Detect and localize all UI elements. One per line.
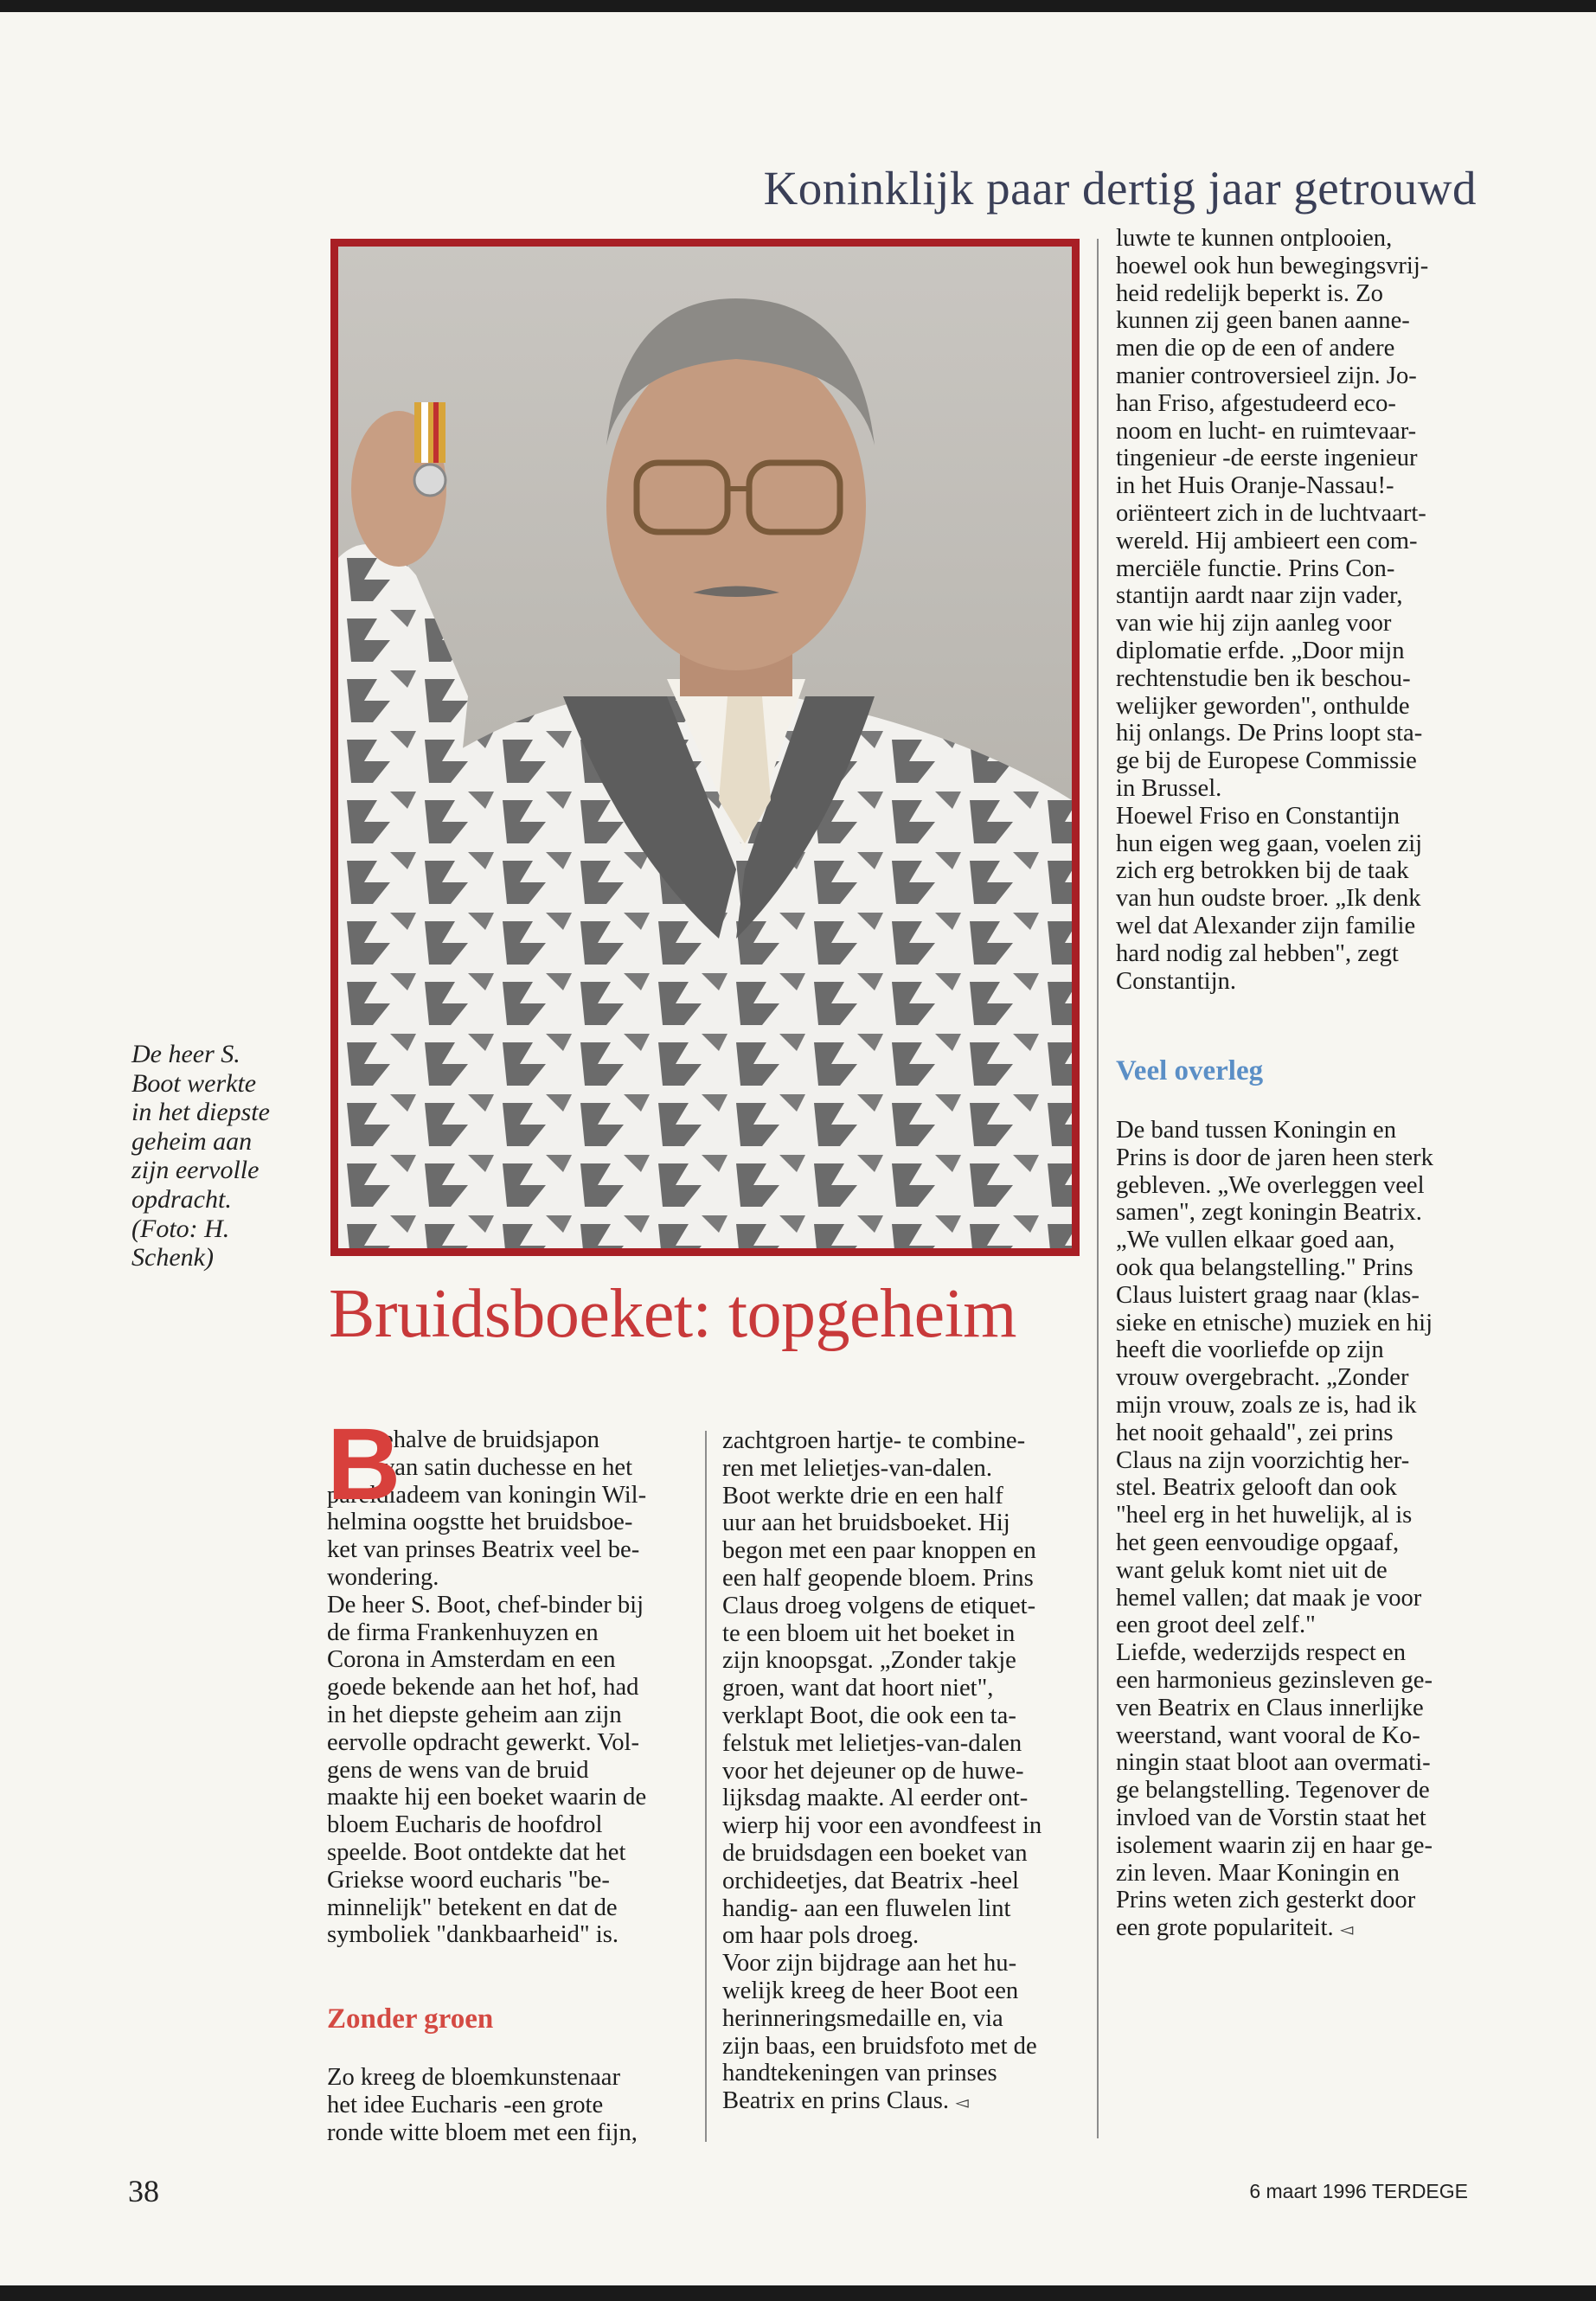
column-rule xyxy=(705,1431,707,2142)
text-line: ningin staat bloot aan overmati- xyxy=(1116,1749,1431,1777)
text-line: zachtgroen hartje- te combine- xyxy=(722,1427,1026,1454)
text-line: voor het dejeuner op de huwe- xyxy=(722,1757,1024,1785)
text-line: het geen eenvoudige opgaaf, xyxy=(1116,1529,1400,1556)
text-line: een groot deel zelf." xyxy=(1116,1612,1316,1639)
text-line: bloem Eucharis de hoofdrol xyxy=(327,1811,603,1839)
text-line: Constantijn. xyxy=(1116,967,1237,995)
text-line-last xyxy=(1116,1914,1433,1945)
text-line: helmina oogstte het bruidsboe- xyxy=(327,1509,633,1536)
caption-line: Boot werkte xyxy=(131,1068,257,1098)
text-line: hij onlangs. De Prins loopt sta- xyxy=(1116,720,1423,747)
text-line: in het Huis Oranje-Nassau!- xyxy=(1116,472,1394,500)
text-line: het nooit gehaald", zei prins xyxy=(1116,1419,1394,1446)
text-line: goede bekende aan het hof, had xyxy=(327,1674,639,1702)
text-line: wondering. xyxy=(327,1563,439,1591)
text-line: orchideetjes, dat Beatrix -heel xyxy=(722,1867,1019,1894)
text-line: oriënteert zich in de luchtvaart- xyxy=(1116,499,1426,527)
text-line: uur aan het bruidsboeket. Hij xyxy=(722,1509,1010,1537)
photo-caption xyxy=(131,1040,304,1272)
text-line: ehalve de bruidsjapon xyxy=(382,1426,599,1453)
text-line: de firma Frankenhuyzen en xyxy=(327,1618,599,1646)
text-line: zich erg betrokken bij de taak xyxy=(1116,857,1409,885)
text-line: isolement waarin zij en haar ge- xyxy=(1116,1831,1433,1859)
text-line: groen, want dat hoort niet", xyxy=(722,1675,994,1702)
text-line: maakte hij een boeket waarin de xyxy=(327,1784,647,1811)
text-line: eervolle opdracht gewerkt. Vol- xyxy=(327,1728,640,1756)
column-rule xyxy=(1097,239,1099,2138)
text-line: de bruidsdagen een boeket van xyxy=(722,1839,1028,1867)
subhead-veel-overleg: Veel overleg xyxy=(1116,1055,1264,1086)
text-line: een half geopende bloem. Prins xyxy=(722,1564,1034,1592)
text-line: invloed van de Vorstin staat het xyxy=(1116,1804,1426,1831)
text-line: want geluk komt niet uit de xyxy=(1116,1556,1388,1584)
magazine-page xyxy=(0,12,1596,2285)
text-line: handig- aan een fluwelen lint xyxy=(722,1894,1011,1922)
text-line: hard nodig zal hebben", zegt xyxy=(1116,939,1399,967)
text-line: zijn baas, een bruidsfoto met de xyxy=(722,2032,1037,2060)
text-line: mijn vrouw, zoals ze is, had ik xyxy=(1116,1391,1417,1419)
text-line-last xyxy=(722,2087,1042,2118)
caption-line: De heer S. xyxy=(131,1040,240,1068)
page-header-title: Koninklijk paar dertig jaar getrouwd xyxy=(763,162,1477,215)
text-line: noom en lucht- en ruimtevaar- xyxy=(1116,417,1417,445)
text-line: men die op de een of andere xyxy=(1116,335,1395,362)
text-line: hemel vallen; dat maak je voor xyxy=(1116,1584,1422,1612)
text-line: weerstand, want vooral de Ko- xyxy=(1116,1721,1420,1749)
text-line: stel. Beatrix gelooft dan ook xyxy=(1116,1474,1397,1502)
text-line: rechtenstudie ben ik beschou- xyxy=(1116,664,1411,692)
text-line: Corona in Amsterdam en een xyxy=(327,1646,616,1674)
text-line: ronde witte bloem met een fijn, xyxy=(327,2118,638,2146)
article-column-1-end xyxy=(327,2064,638,2146)
text-line: "heel erg in het huwelijk, al is xyxy=(1116,1502,1413,1529)
text-line: vrouw overgebracht. „Zonder xyxy=(1116,1364,1409,1392)
text-line: ren met lelietjes-van-dalen. xyxy=(722,1454,993,1482)
text-line: een harmonieus gezinsleven ge- xyxy=(1116,1666,1433,1694)
text-line: speelde. Boot ontdekte dat het xyxy=(327,1838,626,1866)
text-line: Boot werkte drie en een half xyxy=(722,1482,1003,1509)
text-line: diplomatie erfde. „Door mijn xyxy=(1116,637,1405,664)
text-line: Zo kreeg de bloemkunstenaar xyxy=(327,2064,621,2091)
text-line: heid redelijk beperkt is. Zo xyxy=(1116,279,1383,307)
text-line: van satin duchesse en het xyxy=(382,1453,633,1481)
text-line: wel dat Alexander zijn familie xyxy=(1116,912,1416,939)
end-mark-icon: ◅ xyxy=(955,2093,969,2113)
text-line: sieke en etnische) muziek en hij xyxy=(1116,1309,1433,1336)
caption-line: zijn eervolle xyxy=(131,1156,260,1185)
text-line: Claus na zijn voorzichtig her- xyxy=(1116,1446,1410,1474)
text-line: om haar pols droeg. xyxy=(722,1922,920,1950)
text-line: hun eigen weg gaan, voelen zij xyxy=(1116,830,1423,857)
caption-line: Schenk) xyxy=(131,1243,214,1272)
text-line: kunnen zij geen banen aanne- xyxy=(1116,307,1410,335)
text-line: felstuk met lelietjes-van-dalen xyxy=(722,1729,1022,1757)
text-line: pareldiadeem van koningin Wil- xyxy=(327,1481,647,1509)
text-line: Liefde, wederzijds respect en xyxy=(1116,1639,1407,1667)
text-line: gens de wens van de bruid xyxy=(327,1756,589,1784)
article-column-1-intro xyxy=(327,1407,647,1949)
text-line: lijksdag maakte. Al eerder ont- xyxy=(722,1785,1029,1812)
text-line: Claus droeg volgens de etiquet- xyxy=(722,1592,1036,1619)
text-line: tingenieur -de eerste ingenieur xyxy=(1116,445,1418,472)
text-line: heeft die voorliefde op zijn xyxy=(1116,1336,1384,1364)
text-line: stantijn aardt naar zijn vader, xyxy=(1116,582,1403,610)
text-line: ook qua belangstelling." Prins xyxy=(1116,1253,1413,1281)
photo-frame xyxy=(330,239,1080,1256)
side-column-bottom xyxy=(1116,1117,1433,1945)
text-line: Prins weten zich gesterkt door xyxy=(1116,1887,1416,1914)
text-line: manier controversieel zijn. Jo- xyxy=(1116,362,1417,389)
caption-line: opdracht. xyxy=(131,1184,232,1214)
caption-line: in het diepste xyxy=(131,1098,270,1127)
text-line: zin leven. Maar Koningin en xyxy=(1116,1859,1400,1887)
text-line: ket van prinses Beatrix veel be- xyxy=(327,1536,640,1564)
article-headline: Bruidsboeket: topgeheim xyxy=(329,1276,1017,1352)
text-line: luwte te kunnen ontplooien, xyxy=(1116,225,1393,252)
subhead-zonder-groen: Zonder groen xyxy=(327,2003,494,2035)
end-mark-icon: ◅ xyxy=(1339,1920,1354,1940)
drop-cap: B xyxy=(327,1407,401,1522)
portrait-illustration xyxy=(338,247,1072,1248)
text-line: wereld. Hij ambieert een com- xyxy=(1116,527,1418,554)
text-line: handtekeningen van prinses xyxy=(722,2060,997,2087)
text-line: zijn knoopsgat. „Zonder takje xyxy=(722,1647,1016,1675)
text-line: merciële functie. Prins Con- xyxy=(1116,554,1395,582)
text-line: begon met een paar knoppen en xyxy=(722,1537,1036,1565)
text-line: van hun oudste broer. „Ik denk xyxy=(1116,885,1421,913)
text-fragment: Beatrix en prins Claus. xyxy=(722,2087,950,2115)
page-number: 38 xyxy=(128,2174,159,2208)
text-line: herinneringsmedaille en, via xyxy=(722,2004,1003,2032)
text-line: ge belangstelling. Tegenover de xyxy=(1116,1777,1430,1804)
text-line: De band tussen Koningin en xyxy=(1116,1117,1397,1144)
text-line: in het diepste geheim aan zijn xyxy=(327,1701,622,1728)
text-line: hoewel ook hun bewegingsvrij- xyxy=(1116,252,1429,279)
text-line: gebleven. „We overleggen veel xyxy=(1116,1171,1425,1199)
text-line: han Friso, afgestudeerd eco- xyxy=(1116,389,1396,417)
text-line: welijk kreeg de heer Boot een xyxy=(722,1977,1019,2004)
article-column-2 xyxy=(722,1427,1042,2118)
text-line: ven Beatrix en Claus innerlijke xyxy=(1116,1694,1424,1721)
side-column-top xyxy=(1116,225,1428,995)
text-line: verklapt Boot, die ook een ta- xyxy=(722,1702,1016,1729)
text-line: Claus luistert graag naar (klas- xyxy=(1116,1281,1420,1309)
text-line: in Brussel. xyxy=(1116,774,1222,802)
text-line: De heer S. Boot, chef-binder bij xyxy=(327,1591,644,1618)
text-line: welijker geworden", onthulde xyxy=(1116,692,1410,720)
text-line: minnelijk" betekent en dat de xyxy=(327,1894,618,1921)
text-line: ge bij de Europese Commissie xyxy=(1116,747,1417,775)
text-line: „We vullen elkaar goed aan, xyxy=(1116,1227,1395,1254)
text-line: Prins is door de jaren heen sterk xyxy=(1116,1144,1433,1171)
text-line: van wie hij zijn aanleg voor xyxy=(1116,610,1392,638)
text-line: wierp hij voor een avondfeest in xyxy=(722,1812,1042,1840)
portrait-photo xyxy=(338,247,1072,1248)
caption-line: (Foto: H. xyxy=(131,1214,230,1243)
text-line: symboliek "dankbaarheid" is. xyxy=(327,1921,619,1949)
text-line: samen", zegt koningin Beatrix. xyxy=(1116,1199,1422,1227)
text-line: Hoewel Friso en Constantijn xyxy=(1116,802,1401,830)
text-line: het idee Eucharis -een grote xyxy=(327,2091,604,2118)
text-line: Voor zijn bijdrage aan het hu- xyxy=(722,1950,1017,1977)
text-line: te een bloem uit het boeket in xyxy=(722,1619,1016,1647)
caption-line: geheim aan xyxy=(131,1126,253,1156)
text-fragment: een grote populariteit. xyxy=(1116,1914,1334,1942)
text-line: Griekse woord eucharis "be- xyxy=(327,1866,610,1894)
issue-footer: 6 maart 1996 TERDEGE xyxy=(1249,2180,1468,2202)
